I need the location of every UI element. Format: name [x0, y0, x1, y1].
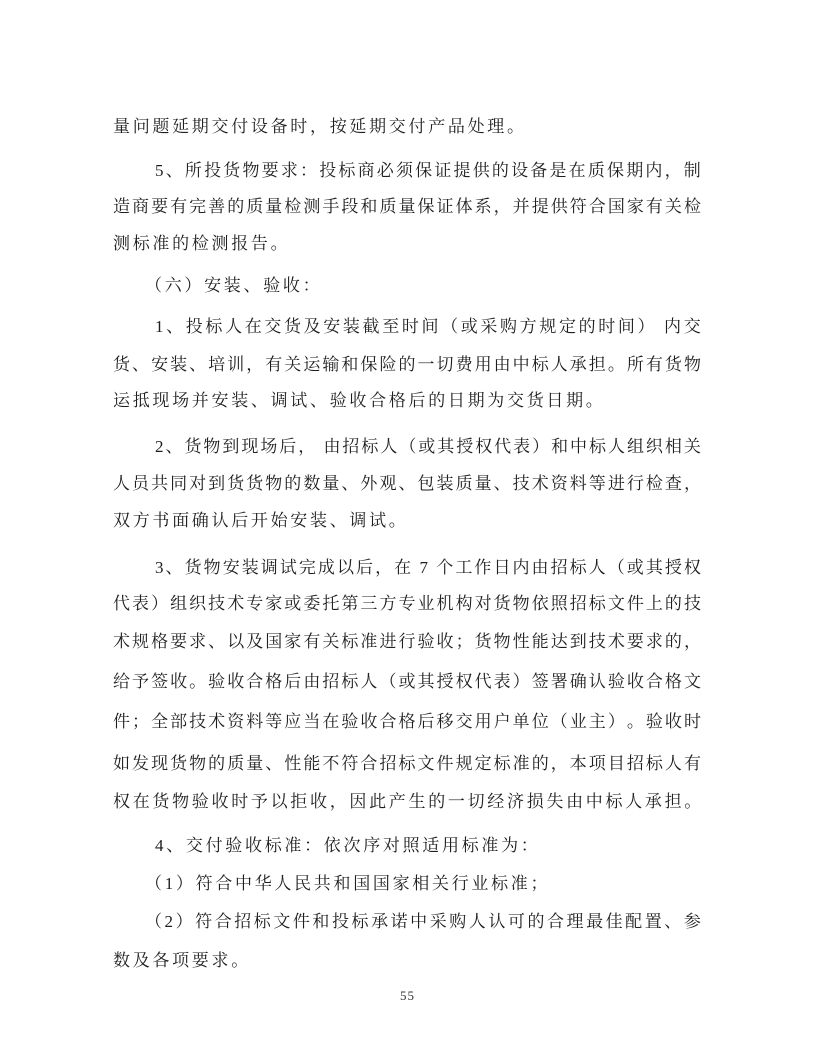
text-line: 测标准的检测报告。: [113, 234, 291, 253]
text-line: 代 表 ） 组 织 技 术 专 家 或 委 托 第 三 方 专 业 机 构 对 货 物 依 照 招 标 文 件 上 的 技: [113, 594, 701, 613]
text-line: 造 商 要 有 完 善 的 质 量 检 测 手 段 和 质 量 保 证 体 系 ， 并 提 供 符 合 国 家 有 关 检: [113, 197, 701, 216]
text-line: 术 规 格 要 求 、 以 及 国 家 有 关 标 准 进 行 验 收 ； 货 物 性 能 达 到 技 术 要 求 的 ，: [113, 632, 701, 651]
text-line: 运抵现场并安装、调试、验收合格后的日期为交货日期。: [113, 391, 606, 410]
text-line: 双方书面确认后开始安装、调试。: [113, 511, 409, 530]
text-line: （ 2 ） 符 合 招 标 文 件 和 投 标 承 诺 中 采 购 人 认 可 的 合 理 最 佳 配 置 、 参: [145, 912, 701, 931]
page-number: 55: [400, 988, 415, 1003]
text-line: 数及各项要求。: [113, 951, 251, 970]
text-line: 5 、 所 投 货 物 要 求 ： 投 标 商 必 须 保 证 提 供 的 设 备 是 在 质 保 期 内 ， 制: [155, 161, 701, 180]
text-line: 货 、 安 装 、 培 训 ， 有 关 运 输 和 保 险 的 一 切 费 用 由 中 标 人 承 担 。 所 有 货 物: [113, 355, 701, 374]
text-line: 量问题延期交付设备时，按延期交付产品处理。: [113, 117, 527, 136]
section-heading-line: （六）安装、验收：: [145, 276, 323, 295]
text-line: 人 员 共 同 对 到 货 货 物 的 数 量 、 外 观 、 包 装 质 量 、 技 术 资 料 等 进 行 检 查 ，: [113, 474, 701, 493]
text-line: 给 予 签 收 。 验 收 合 格 后 由 招 标 人 （ 或 其 授 权 代 表 ） 签 署 确 认 验 收 合 格 文: [113, 672, 701, 691]
text-line: 4、交付验收标准：依次序对照适用标准为：: [155, 836, 541, 855]
text-line: 1 、 投 标 人 在 交 货 及 安 装 截 至 时 间 （ 或 采 购 方 规 定 的 时 间 ） 内 交: [155, 317, 701, 336]
text-line: 权在货物验收时予以拒收，因此产生的一切经济损失由中标人承担。: [113, 792, 704, 811]
text-line: 件 ； 全 部 技 术 资 料 等 应 当 在 验 收 合 格 后 移 交 用 户 单 位 （ 业 主 ） 。 验 收 时: [113, 712, 701, 731]
text-line: 3 、 货 物 安 装 调 试 完 成 以 后 ， 在 7 个 工 作 日 内 由 招 标 人 （ 或 其 授 权: [155, 558, 701, 577]
text-line: 2 、 货 物 到 现 场 后 ， 由 招 标 人 （ 或 其 授 权 代 表 ） 和 中 标 人 组 织 相 关: [155, 437, 701, 456]
text-line: 如 发 现 货 物 的 质 量 、 性 能 不 符 合 招 标 文 件 规 定 标 准 的 ， 本 项 目 招 标 人 有: [113, 754, 701, 773]
text-line: （1）符合中华人民共和国国家相关行业标准；: [145, 874, 551, 893]
